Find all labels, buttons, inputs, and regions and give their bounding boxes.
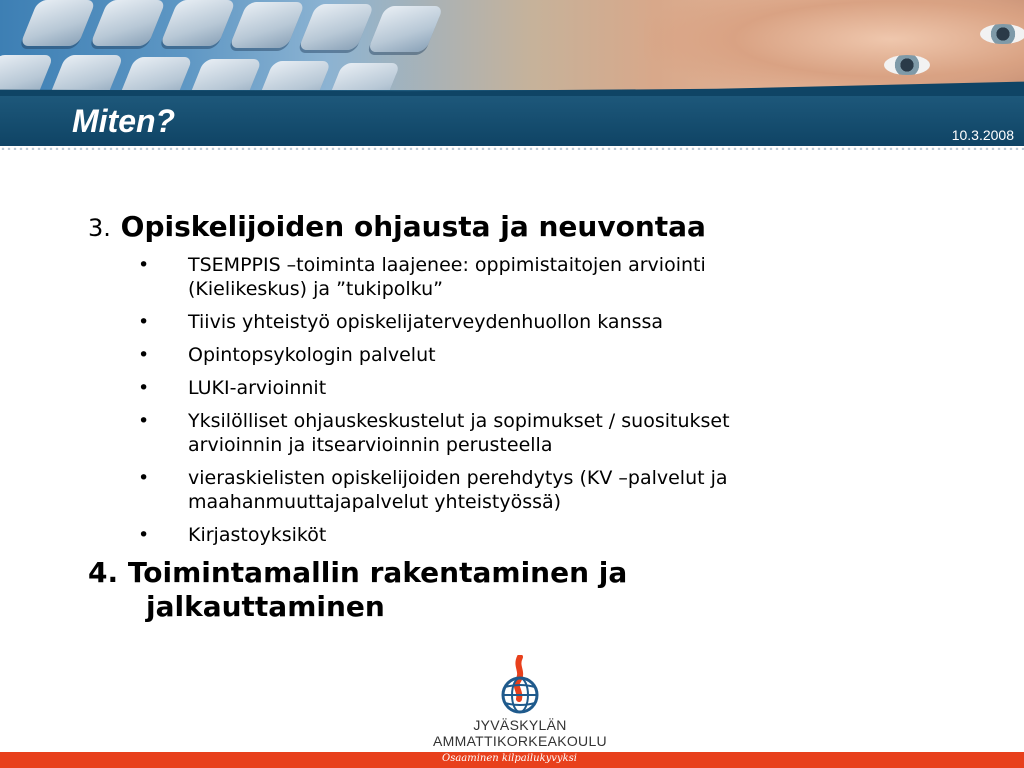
jamk-logo <box>420 655 620 750</box>
section-3-list <box>88 253 948 547</box>
section-4-line1: 4. Toimintamallin rakentaminen ja <box>88 556 628 589</box>
section-3-number: 3. <box>88 214 111 242</box>
list-item: • Kirjastoyksiköt <box>138 524 327 546</box>
slide-content <box>88 210 948 624</box>
dot-pattern <box>0 146 1024 150</box>
footer-slogan: Osaaminen kilpailukyvyksi <box>442 753 577 764</box>
section-3-heading <box>88 210 948 245</box>
slide-title: Miten? <box>72 103 176 139</box>
list-item: • Yksilölliset ohjauskeskustelut ja sopimukset / suositukset arvioinnin ja itsearvioinnin perusteella <box>138 410 730 456</box>
list-item: • Tiivis yhteistyö opiskelijaterveydenhuollon kanssa <box>138 311 664 333</box>
bullet-icon: • <box>138 467 150 489</box>
bullet-icon: • <box>138 311 150 333</box>
list-item: • Opintopsykologin palvelut <box>138 344 436 366</box>
logo-text-line2: AMMATTIKORKEAKOULU <box>433 733 607 749</box>
section-3-title: Opiskelijoiden ohjausta ja neuvontaa <box>120 210 706 243</box>
header-photo <box>0 0 1024 98</box>
list-item: • vieraskielisten opiskelijoiden perehdytys (KV –palvelut ja maahanmuuttajapalvelut yhteistyössä) <box>138 467 728 513</box>
slide-date: 10.3.2008 <box>951 127 1014 143</box>
jamk-emblem-icon <box>493 655 547 717</box>
bullet-icon: • <box>138 344 150 366</box>
logo-text-line1: JYVÄSKYLÄN <box>473 717 567 733</box>
bullet-icon: • <box>138 254 150 276</box>
section-4-line2: jalkauttaminen <box>146 590 385 623</box>
bullet-icon: • <box>138 524 150 546</box>
section-4-heading <box>88 556 948 624</box>
bullet-icon: • <box>138 377 150 399</box>
list-item: • LUKI-arvioinnit <box>138 377 327 399</box>
list-item: • TSEMPPIS –toiminta laajenee: oppimistaitojen arviointi (Kielikeskus) ja ”tukipolku” <box>138 254 706 300</box>
slide-header <box>0 0 1024 150</box>
bullet-icon: • <box>138 410 150 432</box>
